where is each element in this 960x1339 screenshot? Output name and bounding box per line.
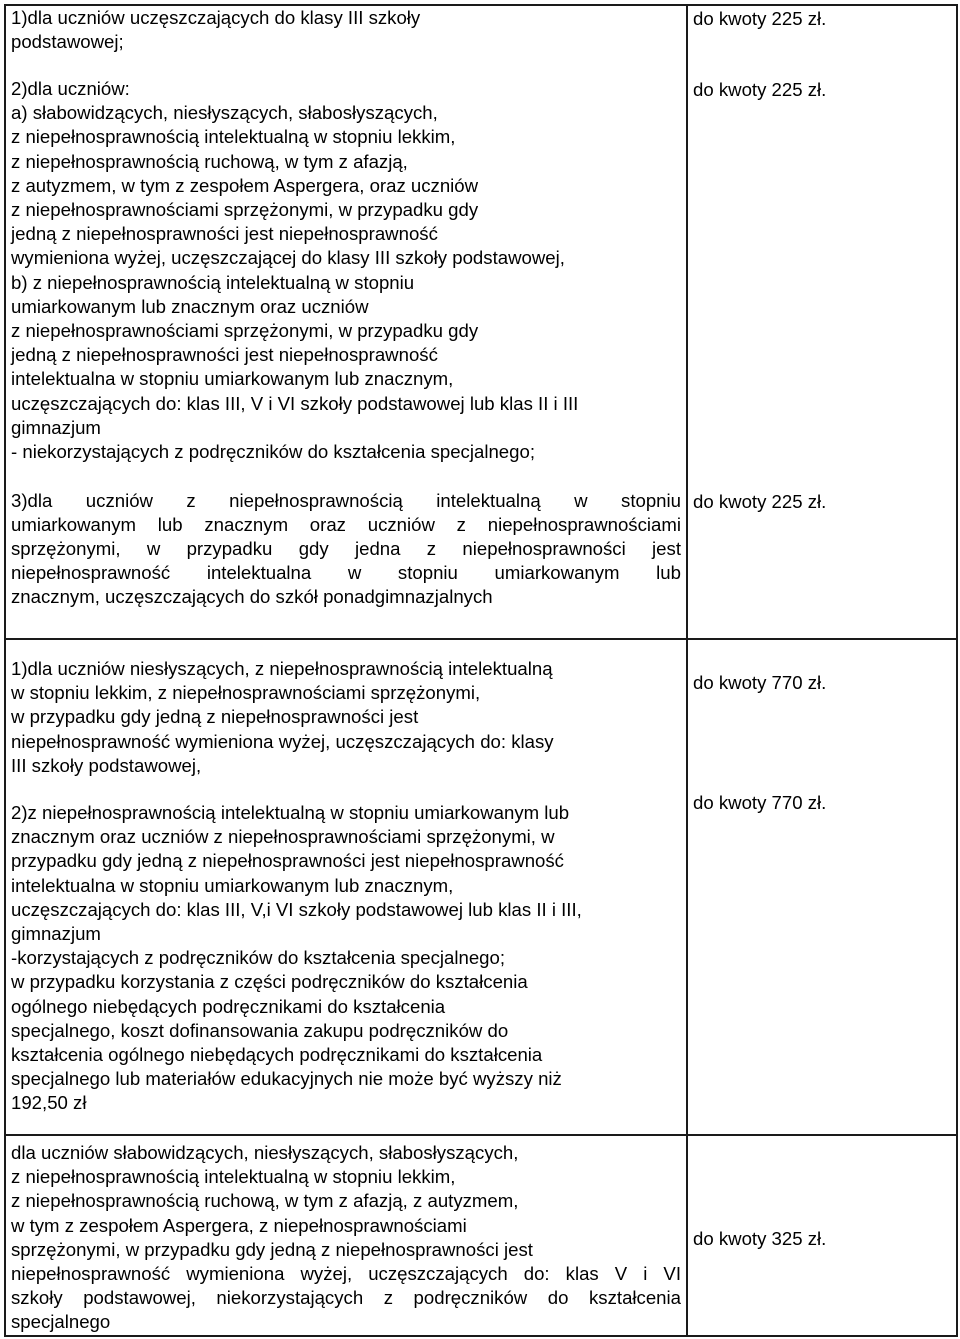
bottom-amount: do kwoty 325 zł. bbox=[693, 1228, 827, 1249]
item-2-amount: do kwoty 225 zł. bbox=[693, 79, 827, 100]
middle-item-1-text: 1)dla uczniów niesłyszących, z niepełnosprawnością intelektualną w stopniu lekkim, z niepełnosprawnościami sprzężonymi, w przypadku gdy jedną z niepełnosprawności jest niepełnosprawność wymieniona wyżej, uczęszczających do: klasy III szkoły podstawowej, bbox=[11, 658, 554, 776]
item-3-line: znacznym, uczęszczających do szkół ponadgimnazjalnych bbox=[11, 586, 493, 607]
section-divider-1 bbox=[4, 638, 958, 640]
item-2-text: 2)dla uczniów: a) słabowidzących, niesłyszących, słabosłyszących, z niepełnosprawnością intelektualną w stopniu lekkim, z niepełnosprawnością ruchową, w tym z afazją, z autyzmem, w tym z zespołem Aspergera, oraz uczniów z niepełnosprawnościami sprzężonymi, w przypadku gdy jedną z niepełnosprawności jest niepełnosprawność wymieniona wyżej, uczęszczającej do klasy III szkoły podstawowej, b) z niepełnosprawnością intelektualną w stopniu umiarkowanym lub znacznym oraz uczniów z niepełnosprawnościami sprzężonymi, w przypadku gdy jedną z niepełnosprawności jest niepełnosprawność intelektualna w stopniu umiarkowanym lub znacznym, uczęszczających do: klas III, V i VI szkoły podstawowej lub klas II i III gimnazjum - niekorzystających z podręczników do kształcenia specjalnego; bbox=[11, 78, 579, 463]
bottom-line: szkoły podstawowej, niekorzystających z podręczników do kształcenia bbox=[11, 1287, 681, 1308]
table-border-right bbox=[956, 4, 958, 1337]
section-divider-2 bbox=[4, 1134, 958, 1136]
item-3-line: niepełnosprawność intelektualna w stopniu umiarkowanym lub bbox=[11, 562, 681, 583]
table-border-bottom bbox=[4, 1335, 958, 1337]
column-divider bbox=[686, 4, 688, 1337]
bottom-line: niepełnosprawność wymieniona wyżej, uczęszczających do: klas V i VI bbox=[11, 1263, 681, 1284]
table-border-left bbox=[4, 4, 6, 1337]
bottom-text: dla uczniów słabowidzących, niesłyszących, słabosłyszących, z niepełnosprawnością intelektualną w stopniu lekkim, z niepełnosprawnością ruchową, w tym z afazją, z autyzmem, w tym z zespołem Aspergera, z niepełnosprawnościami sprzężonymi, w przypadku gdy jedną z niepełnosprawności jest bbox=[11, 1142, 533, 1260]
item-3-line: sprzężonymi, w przypadku gdy jedna z niepełnosprawności jest bbox=[11, 538, 681, 559]
item-3-line: 3)dla uczniów z niepełnosprawnością intelektualną w stopniu bbox=[11, 490, 681, 511]
bottom-line: specjalnego bbox=[11, 1311, 111, 1332]
item-1-amount: do kwoty 225 zł. bbox=[693, 8, 827, 29]
middle-item-1-amount: do kwoty 770 zł. bbox=[693, 672, 827, 693]
item-3-line: umiarkowanym lub znacznym oraz uczniów z niepełnosprawnościami bbox=[11, 514, 681, 535]
item-3-amount: do kwoty 225 zł. bbox=[693, 491, 827, 512]
item-1-text: 1)dla uczniów uczęszczających do klasy III szkoły podstawowej; bbox=[11, 7, 421, 53]
middle-item-2-amount: do kwoty 770 zł. bbox=[693, 792, 827, 813]
middle-item-2-text: 2)z niepełnosprawnością intelektualną w stopniu umiarkowanym lub znacznym oraz uczniów z niepełnosprawnościami sprzężonymi, w przypadku gdy jedną z niepełnosprawności jest niepełnosprawność intelektualna w stopniu umiarkowanym lub znacznym, uczęszczających do: klas III, V,i VI szkoły podstawowej lub klas II i III, gimnazjum -korzystających z podręczników do kształcenia specjalnego; w przypadku korzystania z części podręczników do kształcenia ogólnego niebędących podręcznikami do kształcenia specjalnego, koszt dofinansowania zakupu podręczników do kształcenia ogólnego niebędących podręcznikami do kształcenia specjalnego lub materiałów edukacyjnych nie może być wyższy niż 192,50 zł bbox=[11, 802, 582, 1114]
